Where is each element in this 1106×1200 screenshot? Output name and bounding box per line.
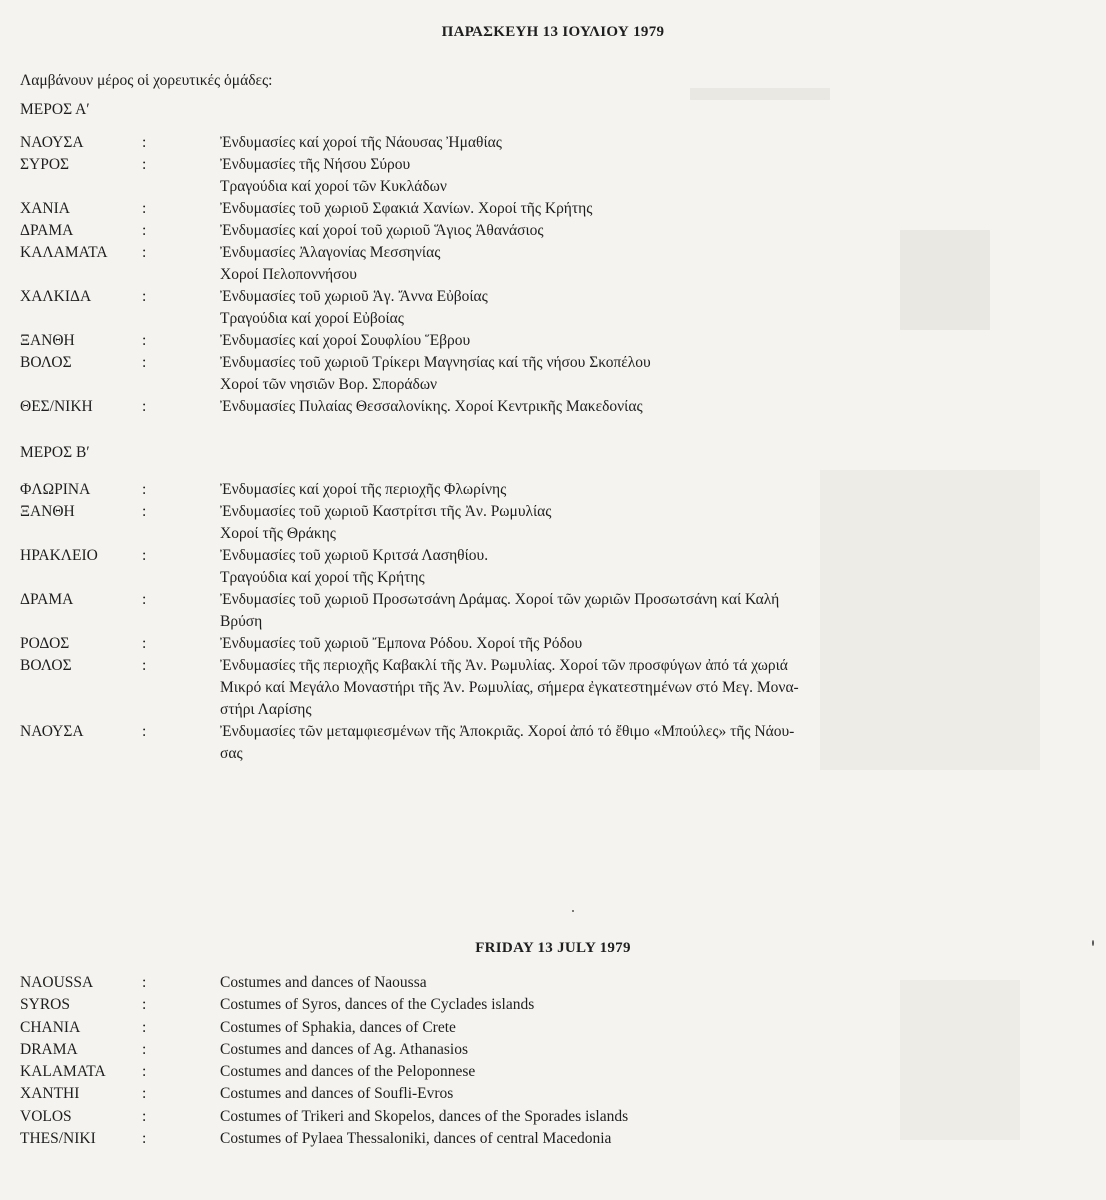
group-description: Ἐνδυμασίες Πυλαίας Θεσσαλονίκης. Χοροί Κεντρικῆς Μακεδονίας xyxy=(220,398,643,415)
program-entry-line xyxy=(0,286,1106,308)
group-description: Costumes of Pylaea Thessaloniki, dances of central Macedonia xyxy=(220,1130,612,1148)
group-description: Costumes and dances of Naoussa xyxy=(220,974,427,991)
part-b-list xyxy=(0,479,1106,765)
speck xyxy=(1092,940,1094,946)
separator-colon: : xyxy=(142,1063,147,1081)
separator-colon: : xyxy=(142,657,147,674)
group-description: Ἐνδυμασίες καί χοροί τῆς Νάουσας Ἠμαθίας xyxy=(220,134,502,151)
group-description: στήρι Λαρίσης xyxy=(220,701,312,718)
group-description: Τραγούδια καί χοροί Εὐβοίας xyxy=(220,310,404,327)
group-place: ΘΕΣ/ΝΙΚΗ xyxy=(20,398,93,415)
group-description: Ἐνδυμασίες Ἀλαγονίας Μεσσηνίας xyxy=(220,244,441,261)
program-entry-line xyxy=(0,330,1106,352)
group-place: NAOUSSA xyxy=(20,974,94,991)
group-place: ΒΟΛΟΣ xyxy=(20,657,72,674)
program-entry-line xyxy=(0,677,1106,699)
separator-colon: : xyxy=(142,134,147,151)
group-place: SYROS xyxy=(20,996,70,1014)
separator-colon: : xyxy=(142,288,147,305)
program-entry-line xyxy=(0,501,1106,523)
group-description: Ἐνδυμασίες τοῦ χωριοῦ Καστρίτσι τῆς Ἀν. Ρωμυλίας xyxy=(220,503,552,520)
english-program-title: FRIDAY 13 JULY 1979 xyxy=(475,940,631,956)
program-entry-line xyxy=(0,198,1106,220)
program-entry-line xyxy=(0,308,1106,330)
english-list xyxy=(0,972,1106,1150)
group-description: Ἐνδυμασίες τοῦ χωριοῦ Ἔμπονα Ρόδου. Χοροί τῆς Ρόδου xyxy=(220,635,583,652)
separator-colon: : xyxy=(142,591,147,608)
part-a-heading: ΜΕΡΟΣ Α′ xyxy=(20,101,90,118)
group-description: Ἐνδυμασίες καί χοροί τοῦ χωριοῦ Ἅγιος Ἀθανάσιος xyxy=(220,222,544,239)
separator-colon: : xyxy=(142,1130,147,1148)
group-description: σας xyxy=(220,745,243,762)
group-description: Τραγούδια καί χοροί τῆς Κρήτης xyxy=(220,569,425,586)
program-entry-line xyxy=(0,633,1106,655)
group-place: ΒΟΛΟΣ xyxy=(20,354,72,371)
program-entry-line xyxy=(0,743,1106,765)
group-description: Τραγούδια καί χοροί τῶν Κυκλάδων xyxy=(220,178,447,195)
group-place: XANTHI xyxy=(20,1085,80,1103)
program-entry-line xyxy=(0,611,1106,633)
program-entry-line xyxy=(0,655,1106,677)
program-entry-line xyxy=(0,994,1106,1016)
separator-colon: : xyxy=(142,503,147,520)
group-description: Costumes of Trikeri and Skopelos, dances of the Sporades islands xyxy=(220,1107,629,1125)
greek-program-title: ΠΑΡΑΣΚΕΥΗ 13 ΙΟΥΛΙΟΥ 1979 xyxy=(441,24,665,40)
separator-colon: : xyxy=(142,244,147,261)
separator-colon: : xyxy=(142,1040,147,1058)
separator-colon: : xyxy=(142,1018,147,1036)
group-place: CHANIA xyxy=(20,1018,81,1036)
program-entry-line xyxy=(0,1061,1106,1083)
group-description: Ἐνδυμασίες τοῦ χωριοῦ Σφακιά Χανίων. Χοροί τῆς Κρήτης xyxy=(220,200,593,217)
group-description: Ἐνδυμασίες καί χοροί τῆς περιοχῆς Φλωρίνης xyxy=(220,481,507,498)
speck xyxy=(572,910,574,912)
group-place: ΣΥΡΟΣ xyxy=(20,156,70,173)
group-place: THES/NIKI xyxy=(20,1130,96,1148)
group-description: Ἐνδυμασίες τῶν μεταμφιεσμένων τῆς Ἀποκριᾶς. Χοροί ἀπό τό ἔθιμο «Μπούλες» τῆς Νάου- xyxy=(220,723,795,740)
group-place: ΗΡΑΚΛΕΙΟ xyxy=(20,547,98,564)
program-entry-line xyxy=(0,220,1106,242)
separator-colon: : xyxy=(142,222,147,239)
group-place: ΝΑΟΥΣΑ xyxy=(20,134,84,151)
program-entry-line xyxy=(0,479,1106,501)
group-place: KALAMATA xyxy=(20,1063,106,1081)
group-description: Βρύση xyxy=(220,613,263,630)
group-place: ΧΑΛΚΙΔΑ xyxy=(20,288,92,305)
group-place: ΡΟΔΟΣ xyxy=(20,635,70,652)
group-description: Ἐνδυμασίες τοῦ χωριοῦ Ἁγ. Ἄννα Εὐβοίας xyxy=(220,288,488,305)
separator-colon: : xyxy=(142,156,147,173)
group-description: Ἐνδυμασίες τοῦ χωριοῦ Κριτσά Λασηθίου. xyxy=(220,547,489,564)
separator-colon: : xyxy=(142,332,147,349)
group-place: ΚΑΛΑΜΑΤΑ xyxy=(20,244,108,261)
program-entry-line xyxy=(0,1083,1106,1105)
group-place: DRAMA xyxy=(20,1040,78,1058)
program-entry-line xyxy=(0,242,1106,264)
participants-intro: Λαμβάνουν μέρος οἱ χορευτικές ὁμάδες: xyxy=(20,72,273,89)
separator-colon: : xyxy=(142,974,147,991)
separator-colon: : xyxy=(142,481,147,498)
group-place: ΞΑΝΘΗ xyxy=(20,503,75,520)
part-a-list xyxy=(0,132,1106,418)
program-entry-line xyxy=(0,374,1106,396)
group-place: ΔΡΑΜΑ xyxy=(20,222,74,239)
group-description: Μικρό καί Μεγάλο Μοναστήρι τῆς Ἀν. Ρωμυλίας, σήμερα ἐγκατεστημένων στό Μεγ. Μονα- xyxy=(220,679,799,696)
group-place: ΔΡΑΜΑ xyxy=(20,591,74,608)
program-entry-line xyxy=(0,589,1106,611)
group-description: Costumes and dances of Soufli-Evros xyxy=(220,1085,454,1103)
separator-colon: : xyxy=(142,1085,147,1103)
program-entry-line xyxy=(0,972,1106,994)
program-entry-line xyxy=(0,545,1106,567)
program-entry-line xyxy=(0,567,1106,589)
program-entry-line xyxy=(0,396,1106,418)
separator-colon: : xyxy=(142,996,147,1014)
program-entry-line xyxy=(0,523,1106,545)
program-entry-line xyxy=(0,154,1106,176)
separator-colon: : xyxy=(142,1107,147,1125)
program-entry-line xyxy=(0,1106,1106,1128)
group-description: Χοροί τῆς Θράκης xyxy=(220,525,336,542)
program-entry-line xyxy=(0,176,1106,198)
group-description: Ἐνδυμασίες τῆς περιοχῆς Καβακλί τῆς Ἀν. Ρωμυλίας. Χοροί τῶν προσφύγων ἀπό τά χωριά xyxy=(220,657,788,674)
separator-colon: : xyxy=(142,635,147,652)
group-description: Costumes and dances of the Peloponnese xyxy=(220,1063,476,1081)
separator-colon: : xyxy=(142,398,147,415)
group-place: ΞΑΝΘΗ xyxy=(20,332,75,349)
program-entry-line xyxy=(0,352,1106,374)
group-description: Ἐνδυμασίες τῆς Νήσου Σύρου xyxy=(220,156,411,173)
group-description: Costumes of Sphakia, dances of Crete xyxy=(220,1018,456,1036)
group-place: ΦΛΩΡΙΝΑ xyxy=(20,481,91,498)
program-entry-line xyxy=(0,1039,1106,1061)
separator-colon: : xyxy=(142,200,147,217)
group-place: ΝΑΟΥΣΑ xyxy=(20,723,84,740)
part-b-heading: ΜΕΡΟΣ Β′ xyxy=(20,444,90,461)
program-entry-line xyxy=(0,721,1106,743)
program-entry-line xyxy=(0,699,1106,721)
group-place: VOLOS xyxy=(20,1107,72,1125)
program-entry-line xyxy=(0,132,1106,154)
group-description: Costumes and dances of Ag. Athanasios xyxy=(220,1040,468,1058)
program-entry-line xyxy=(0,1128,1106,1150)
program-entry-line xyxy=(0,1017,1106,1039)
show-through-mark xyxy=(690,88,830,100)
program-entry-line xyxy=(0,264,1106,286)
separator-colon: : xyxy=(142,547,147,564)
separator-colon: : xyxy=(142,723,147,740)
group-description: Costumes of Syros, dances of the Cyclades islands xyxy=(220,996,535,1014)
group-description: Ἐνδυμασίες καί χοροί Σουφλίου Ἕβρου xyxy=(220,332,471,349)
group-description: Χοροί τῶν νησιῶν Βορ. Σποράδων xyxy=(220,376,438,393)
group-description: Χοροί Πελοποννήσου xyxy=(220,266,357,283)
separator-colon: : xyxy=(142,354,147,371)
group-description: Ἐνδυμασίες τοῦ χωριοῦ Προσωτσάνη Δράμας. Χοροί τῶν χωριῶν Προσωτσάνη καί Καλή xyxy=(220,591,780,608)
group-place: ΧΑΝΙΑ xyxy=(20,200,70,217)
group-description: Ἐνδυμασίες τοῦ χωριοῦ Τρίκερι Μαγνησίας καί τῆς νήσου Σκοπέλου xyxy=(220,354,651,371)
